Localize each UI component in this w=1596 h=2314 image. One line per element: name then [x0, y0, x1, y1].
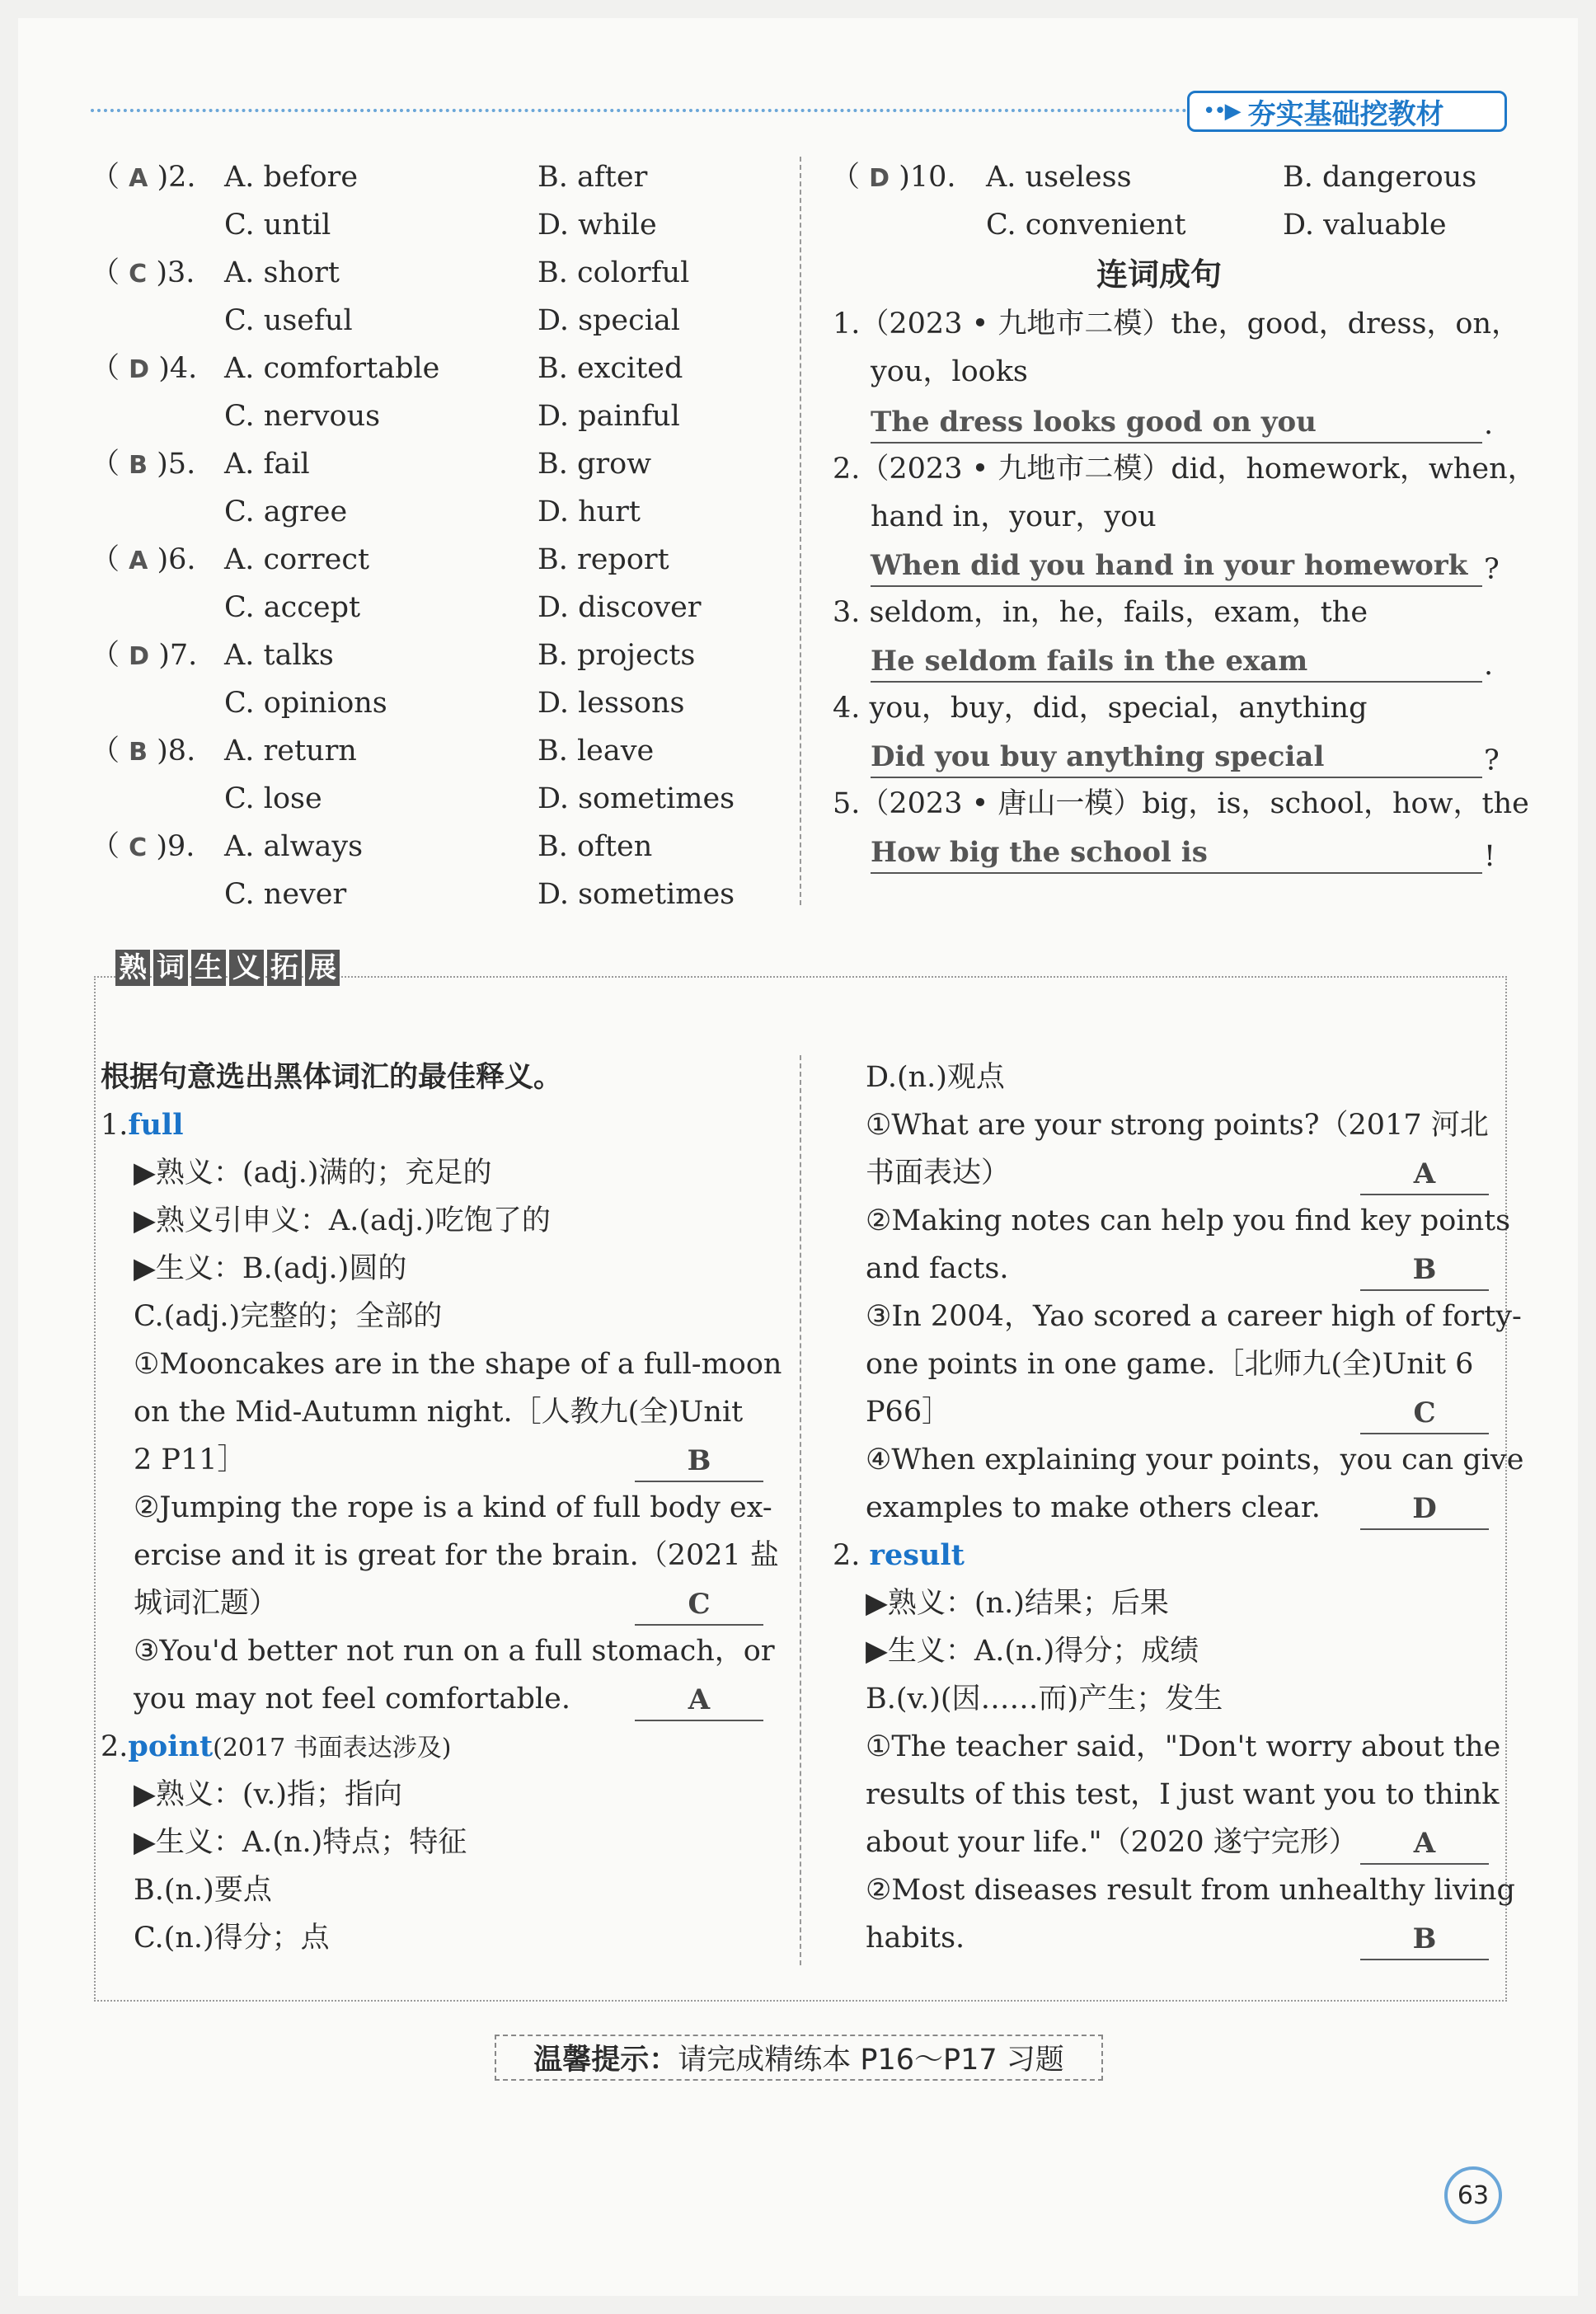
option-c: C. until [224, 209, 331, 242]
lianci-4-end: ? [1484, 744, 1500, 777]
option-a: A. comfortable [224, 352, 440, 385]
headword: full [128, 1108, 184, 1142]
option-b: B. leave [537, 735, 655, 767]
lianci-3-prompt: 3. seldom，in，he，fails，exam，the [833, 596, 1368, 629]
option-b: B. grow [537, 448, 652, 481]
extended-meaning: ▶熟义引申义：A.(adj.)吃饱了的 [134, 1204, 551, 1237]
answer-mark: D [129, 355, 150, 384]
lianci-1-answer: The dress looks good on you [871, 402, 1482, 444]
page-number: 63 [1444, 2166, 1502, 2224]
option-d: D. hurt [537, 495, 641, 528]
question-number: （ C )3. [91, 256, 195, 289]
headword: result [869, 1538, 965, 1572]
question-number: （ B )5. [91, 448, 196, 481]
answer-blank: C [635, 1584, 763, 1626]
meaning-b: B.(v.)(因……而)产生；发生 [866, 1683, 1223, 1716]
answer-mark: C [129, 260, 148, 289]
answer-blank: B [1360, 1919, 1489, 1960]
banner-arrow-icon: ••▶ [1203, 99, 1240, 124]
sentence: examples to make others clear. [866, 1491, 1321, 1524]
lianci-3-answer: He seldom fails in the exam [871, 641, 1482, 683]
lianci-1-end: . [1484, 408, 1494, 441]
option-b: B. colorful [537, 256, 690, 289]
section-title: 熟 词 生 义 拓 展 [115, 950, 340, 986]
option-a: A. fail [224, 448, 310, 481]
option-a: A. talks [224, 639, 334, 672]
answer-mark: C [129, 833, 148, 862]
option-d: D. special [537, 304, 681, 337]
sentence: you may not feel comfortable. [134, 1683, 570, 1716]
option-a: A. short [224, 256, 340, 289]
lianci-2-end: ? [1484, 553, 1500, 586]
reminder-tip: 温馨提示： 请完成精练本 P16～P17 习题 [495, 2035, 1103, 2081]
answer-mark: D [129, 642, 150, 671]
option-a: A. before [224, 161, 359, 194]
question-number: （ A )6. [91, 543, 196, 576]
option-d: D. sometimes [537, 878, 735, 911]
answer-blank: C [1360, 1393, 1489, 1434]
new-meaning: ▶生义：A.(n.)得分；成绩 [866, 1635, 1199, 1668]
entry-point: 2.point(2017 书面表达涉及) [101, 1730, 452, 1763]
box-column-divider [800, 1055, 801, 1965]
option-a: A. useless [986, 161, 1132, 194]
option-c: C. nervous [224, 400, 381, 433]
answer-blank: A [1360, 1824, 1489, 1865]
option-b: B. report [537, 543, 669, 576]
familiar-meaning: ▶熟义：(adj.)满的；充足的 [134, 1157, 492, 1190]
entry-full: 1.full [101, 1108, 184, 1142]
option-a: A. correct [224, 543, 370, 576]
answer-mark: B [129, 738, 148, 767]
meaning-c: C.(adj.)完整的；全部的 [134, 1300, 443, 1333]
answer-mark: A [129, 547, 148, 575]
option-c: C. accept [224, 591, 361, 624]
sentence: 城词汇题） [134, 1587, 279, 1620]
option-b: B. excited [537, 352, 683, 385]
lianci-5-prompt: 5.（2023 • 唐山一模）big，is，school，how，the [833, 787, 1529, 820]
entry-result: 2. result [833, 1538, 965, 1572]
option-a: A. always [224, 830, 364, 863]
option-c: C. lose [224, 782, 322, 815]
option-d: D. discover [537, 591, 702, 624]
sentence: and facts. [866, 1252, 1009, 1285]
option-b: B. often [537, 830, 653, 863]
sentence: ②Most diseases result from unhealthy living [866, 1874, 1515, 1907]
option-c: C. agree [224, 495, 348, 528]
answer-mark: B [129, 451, 148, 480]
sentence: ①Mooncakes are in the shape of a full-moon [134, 1348, 782, 1381]
new-meaning: ▶生义：B.(adj.)圆的 [134, 1252, 407, 1285]
familiar-meaning: ▶熟义：(v.)指；指向 [134, 1778, 402, 1811]
lianci-1-prompt-cont: you，looks [871, 355, 1028, 388]
lianci-4-prompt: 4. you，buy，did，special，anything [833, 692, 1368, 725]
lianci-2-answer: When did you hand in your homework [871, 546, 1482, 587]
option-d: D. sometimes [537, 782, 735, 815]
sentence: ②Jumping the rope is a kind of full body ex- [134, 1491, 772, 1524]
lianci-2-prompt: 2.（2023 • 九地市二模）did，homework，when， [833, 453, 1537, 486]
question-number: （ A )2. [91, 161, 196, 194]
sentence: ercise and it is great for the brain.（2021 盐 [134, 1539, 779, 1572]
option-d: D. painful [537, 400, 680, 433]
headword: point [128, 1730, 214, 1763]
sentence: 书面表达） [866, 1157, 1011, 1190]
lianci-5-end: ! [1484, 840, 1496, 873]
answer-blank: B [635, 1441, 763, 1482]
banner-title: 夯实基础挖教材 [1247, 97, 1444, 131]
option-a: A. return [224, 735, 357, 767]
sentence: 2 P11］ [134, 1443, 246, 1476]
sentence: results of this test，I just want you to think [866, 1778, 1500, 1811]
meaning-c: C.(n.)得分；点 [134, 1922, 330, 1955]
header-dotted-line [91, 109, 1187, 112]
meaning-b: B.(n.)要点 [134, 1874, 272, 1907]
option-c: C. never [224, 878, 347, 911]
question-number: （ D )7. [91, 639, 198, 672]
sentence: about your life."（2020 遂宁完形） [866, 1826, 1358, 1859]
lianci-2-prompt-cont: hand in，your，you [871, 500, 1157, 533]
answer-blank: A [1360, 1154, 1489, 1195]
meaning-d: D.(n.)观点 [866, 1061, 1005, 1094]
option-b: B. projects [537, 639, 696, 672]
lianci-5-answer: How big the school is [871, 833, 1482, 874]
sentence: ②Making notes can help you find key points [866, 1204, 1511, 1237]
sentence: habits. [866, 1922, 965, 1955]
sentence: ①The teacher said，"Don't worry about the [866, 1730, 1501, 1763]
option-d: D. while [537, 209, 657, 242]
sentence: P66］ [866, 1396, 951, 1429]
option-d: D. lessons [537, 687, 685, 720]
answer-blank: D [1360, 1489, 1489, 1530]
column-divider [800, 157, 801, 905]
question-number: （ B )8. [91, 735, 196, 767]
question-number: （ D )4. [91, 352, 198, 385]
lianci-4-answer: Did you buy anything special [871, 737, 1482, 778]
lianci-1-prompt: 1.（2023 • 九地市二模）the，good，dress，on， [833, 307, 1521, 340]
instruction: 根据句意选出黑体词汇的最佳释义。 [101, 1061, 563, 1094]
sentence: on the Mid-Autumn night.［人教九(全)Unit [134, 1396, 744, 1429]
answer-blank: A [635, 1680, 763, 1721]
sentence: ③In 2004，Yao scored a career high of forty- [866, 1300, 1522, 1333]
option-c: C. useful [224, 304, 353, 337]
option-b: B. dangerous [1283, 161, 1477, 194]
new-meaning: ▶生义：A.(n.)特点；特征 [134, 1826, 467, 1859]
lianci-title: 连词成句 [1096, 256, 1223, 293]
option-b: B. after [537, 161, 648, 194]
sentence: one points in one game.［北师九(全)Unit 6 [866, 1348, 1474, 1381]
question-number: )10. [899, 161, 956, 194]
sentence: ③You'd better not run on a full stomach，or [134, 1635, 775, 1668]
familiar-meaning: ▶熟义：(n.)结果；后果 [866, 1587, 1169, 1620]
question-number: （ C )9. [91, 830, 195, 863]
section-banner [1187, 91, 1507, 132]
sentence: ④When explaining your points，you can give [866, 1443, 1524, 1476]
lianci-3-end: . [1484, 649, 1494, 682]
answer-blank: B [1360, 1250, 1489, 1291]
option-c: C. opinions [224, 687, 387, 720]
answer-mark: A [129, 164, 148, 193]
option-c: C. convenient [986, 209, 1186, 242]
answer-mark: D [869, 164, 890, 193]
option-d: D. valuable [1283, 209, 1447, 242]
sentence: ①What are your strong points?（2017 河北 [866, 1109, 1489, 1142]
